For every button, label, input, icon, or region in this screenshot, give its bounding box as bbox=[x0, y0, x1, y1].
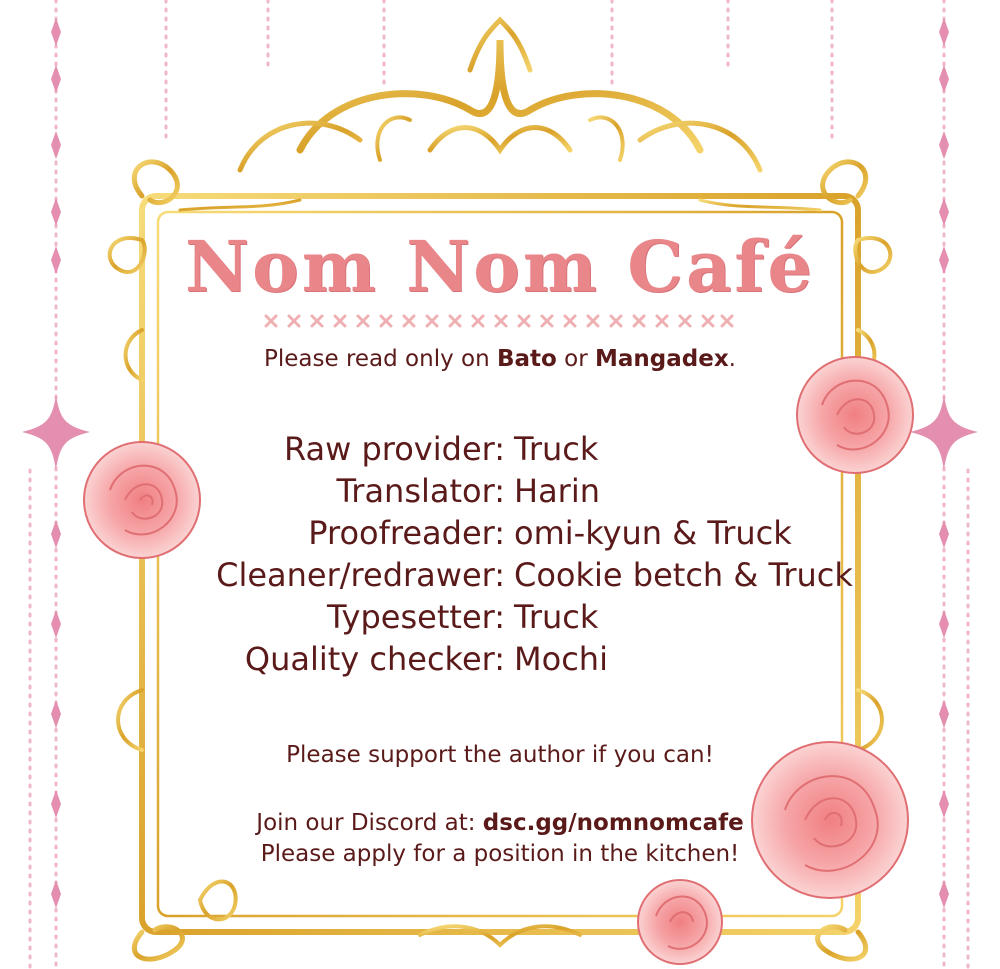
discord-link[interactable]: dsc.gg/nomnomcafe bbox=[482, 810, 744, 836]
credit-role: Cleaner/redrawer: bbox=[216, 556, 505, 594]
support-author-text: Please support the author if you can! bbox=[286, 742, 714, 768]
credit-name: omi-kyun & Truck bbox=[514, 514, 792, 552]
page-title: Nom Nom Café bbox=[185, 225, 815, 308]
credit-row bbox=[0, 596, 1000, 638]
apply-text: Please apply for a position in the kitchen! bbox=[260, 841, 740, 867]
credit-name: Harin bbox=[514, 472, 600, 510]
read-end: . bbox=[728, 346, 736, 372]
credit-row bbox=[0, 512, 1000, 554]
credit-role: Raw provider: bbox=[283, 430, 505, 468]
credit-role: Proofreader: bbox=[308, 514, 505, 552]
credit-row bbox=[0, 554, 1000, 596]
credit-role: Translator: bbox=[336, 472, 505, 510]
credit-name: Truck bbox=[514, 430, 599, 468]
credit-row bbox=[0, 428, 1000, 470]
credit-name: Mochi bbox=[514, 640, 608, 678]
credit-name: Truck bbox=[514, 598, 599, 636]
credit-role: Quality checker: bbox=[244, 640, 505, 678]
discord-label: Join our Discord at: bbox=[256, 810, 483, 836]
read-site-bato: Bato bbox=[496, 346, 557, 372]
read-site-mangadex: Mangadex bbox=[595, 346, 729, 372]
discord-line bbox=[0, 810, 1000, 836]
read-only-notice bbox=[0, 346, 1000, 372]
read-prefix: Please read only on bbox=[264, 346, 497, 372]
credit-name: Cookie betch & Truck bbox=[514, 556, 853, 594]
credit-row bbox=[0, 470, 1000, 512]
credit-role: Typesetter: bbox=[326, 598, 505, 636]
read-or: or bbox=[556, 346, 595, 372]
credit-row bbox=[0, 638, 1000, 680]
